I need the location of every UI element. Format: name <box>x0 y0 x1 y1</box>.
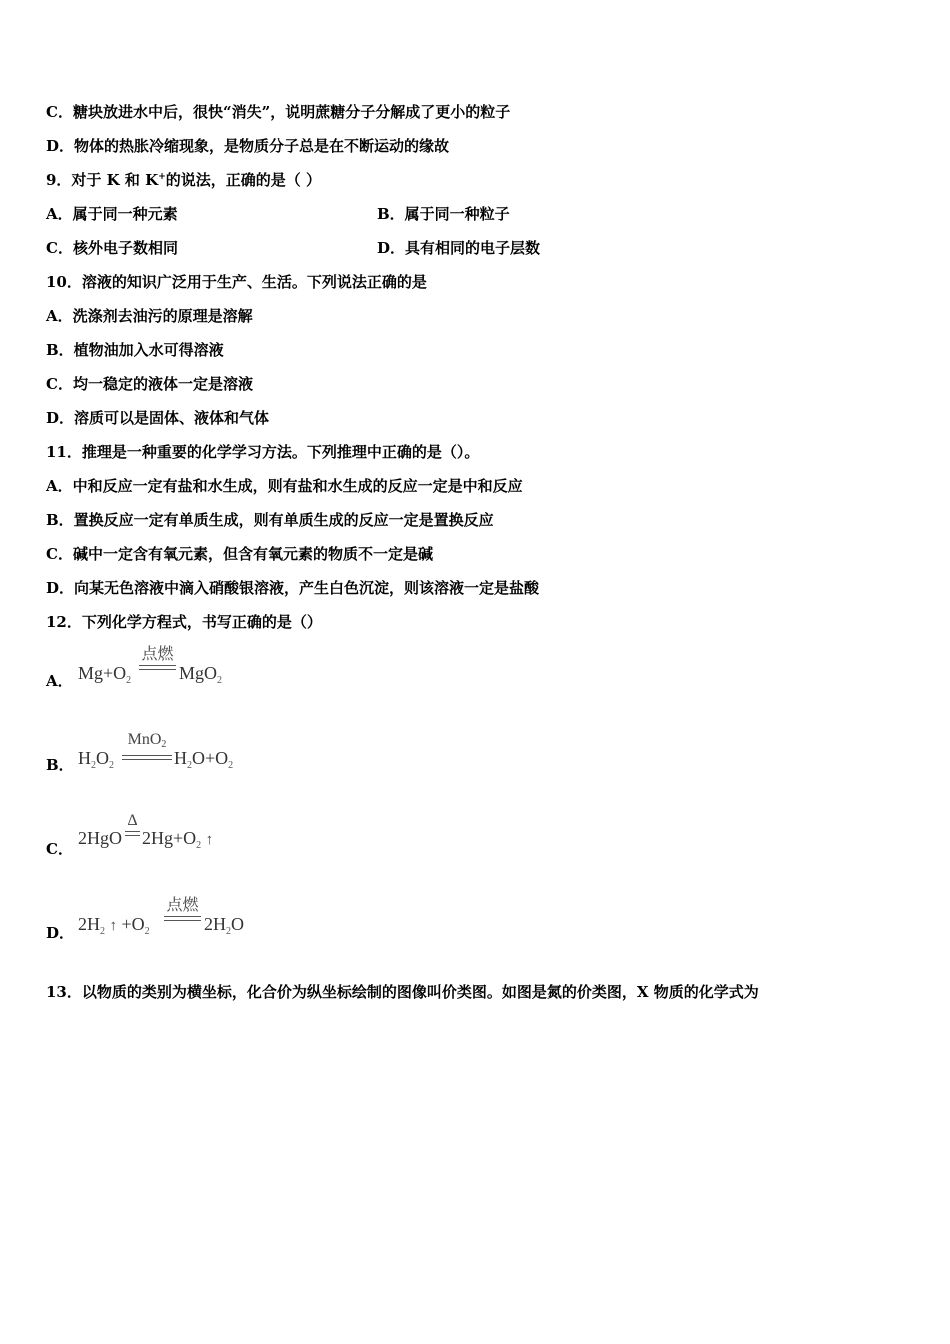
q12-option-d-condition <box>164 897 201 921</box>
q11-option-c: C．碱中一定含有氧元素，但含有氧元素的物质不一定是碱 <box>46 545 433 563</box>
q12-option-c-left: 2HgO <box>78 828 122 848</box>
q12-option-b-right <box>174 748 233 776</box>
eq-c-right-text: 2Hg+O <box>142 828 197 848</box>
eq-d-right-sub: 2 <box>226 926 231 937</box>
q12-option-a-label: A． <box>46 672 73 690</box>
eq-a-left-sub: 2 <box>126 675 132 686</box>
q12-option-d-right <box>204 914 244 942</box>
eq-a-cond-text: 点燃 <box>141 646 174 663</box>
q12-option-b-condition <box>122 731 172 760</box>
q12-option-c-label: C． <box>46 840 73 858</box>
eq-b-l2: O <box>96 748 109 768</box>
eq-b-cond-text: MnO <box>127 731 162 748</box>
q12-option-a-left <box>78 663 131 691</box>
eq-c-cond-text: Δ <box>127 812 138 829</box>
q12-option-d-label: D． <box>46 924 75 942</box>
eq-a-right-text: MgO <box>179 663 218 683</box>
q9-options-row-2 <box>46 238 806 258</box>
q10-stem: 10．溶液的知识广泛用于生产、生活。下列说法正确的是 <box>46 273 427 291</box>
eq-d-right-text: 2H <box>204 914 226 934</box>
eq-d-right-text-2: O <box>231 914 244 934</box>
q10-option-c: C．均一稳定的液体一定是溶液 <box>46 375 253 393</box>
eq-b-r1: H <box>174 748 187 768</box>
q12-stem: 12．下列化学方程式，书写正确的是（） <box>46 613 322 631</box>
q13-stem: 13．以物质的类别为横坐标，化合价为纵坐标绘制的图像叫价类图。如图是氮的价类图，X 物质的化学式为 <box>46 983 759 1001</box>
eq-b-l1-sub: 2 <box>91 760 96 771</box>
eq-b-r2-sub: 2 <box>228 760 234 771</box>
eq-b-l2-sub: 2 <box>109 760 114 771</box>
q12-option-a-condition <box>139 646 176 670</box>
q12-option-b-label: B． <box>46 756 74 774</box>
eq-d-l2: +O <box>117 914 145 934</box>
eq-d-equals-sign <box>164 916 201 921</box>
q9-stem <box>46 170 321 190</box>
q11-option-b: B．置换反应一定有单质生成，则有单质生成的反应一定是置换反应 <box>46 511 494 529</box>
q9-option-d: D．具有相同的电子层数 <box>377 239 541 257</box>
q12-option-b-left <box>78 748 114 776</box>
q8-option-d: D．物体的热胀冷缩现象，是物质分子总是在不断运动的缘故 <box>46 137 450 155</box>
q9-option-c: C．核外电子数相同 <box>46 239 178 257</box>
eq-b-equals-sign <box>122 755 172 760</box>
q11-option-a: A．中和反应一定有盐和水生成，则有盐和水生成的反应一定是中和反应 <box>46 477 523 495</box>
q10-option-d: D．溶质可以是固体、液体和气体 <box>46 409 270 427</box>
q9-options-row-1 <box>46 204 806 224</box>
q9-charge-sup: + <box>158 172 166 182</box>
eq-c-right-sub: 2 <box>196 840 202 851</box>
eq-b-l1: H <box>78 748 91 768</box>
q9-stem-tail: 的说法，正确的是（ ） <box>165 171 321 189</box>
q12-option-c-right <box>142 828 213 856</box>
eq-a-left-text: Mg+O <box>78 663 127 683</box>
q12-option-c-condition <box>125 812 140 836</box>
q10-option-b: B．植物油加入水可得溶液 <box>46 341 224 359</box>
q12-option-d-left <box>78 914 150 942</box>
q12-option-a-right <box>179 663 222 691</box>
q9-stem-text: 9．对于 K 和 K <box>46 171 159 189</box>
eq-d-cond-text: 点燃 <box>166 897 199 914</box>
eq-d-l2-sub: 2 <box>144 926 150 937</box>
q10-option-a: A．洗涤剂去油污的原理是溶解 <box>46 307 253 325</box>
q11-option-d: D．向某无色溶液中滴入硝酸银溶液，产生白色沉淀，则该溶液一定是盐酸 <box>46 579 540 597</box>
eq-b-cond <box>122 731 172 754</box>
q9-option-b: B．属于同一种粒子 <box>377 205 510 223</box>
eq-b-r1-sub: 2 <box>187 760 192 771</box>
eq-a-right-sub: 2 <box>217 675 223 686</box>
eq-b-cond-sub: 2 <box>161 739 167 750</box>
gas-arrow-up-icon: ↑ <box>109 918 117 934</box>
q9-option-a: A．属于同一种元素 <box>46 205 178 223</box>
eq-d-l1: 2H <box>78 914 100 934</box>
eq-d-l1-sub: 2 <box>100 926 105 937</box>
eq-c-equals-sign <box>125 831 140 836</box>
eq-b-r2: O+O <box>192 748 229 768</box>
eq-a-equals-sign <box>139 665 176 670</box>
q8-option-c: C．糖块放进水中后，很快“消失”，说明蔗糖分子分解成了更小的粒子 <box>46 103 511 121</box>
gas-arrow-up-icon: ↑ <box>205 832 214 848</box>
q11-stem: 11．推理是一种重要的化学学习方法。下列推理中正确的是（）。 <box>46 443 480 461</box>
